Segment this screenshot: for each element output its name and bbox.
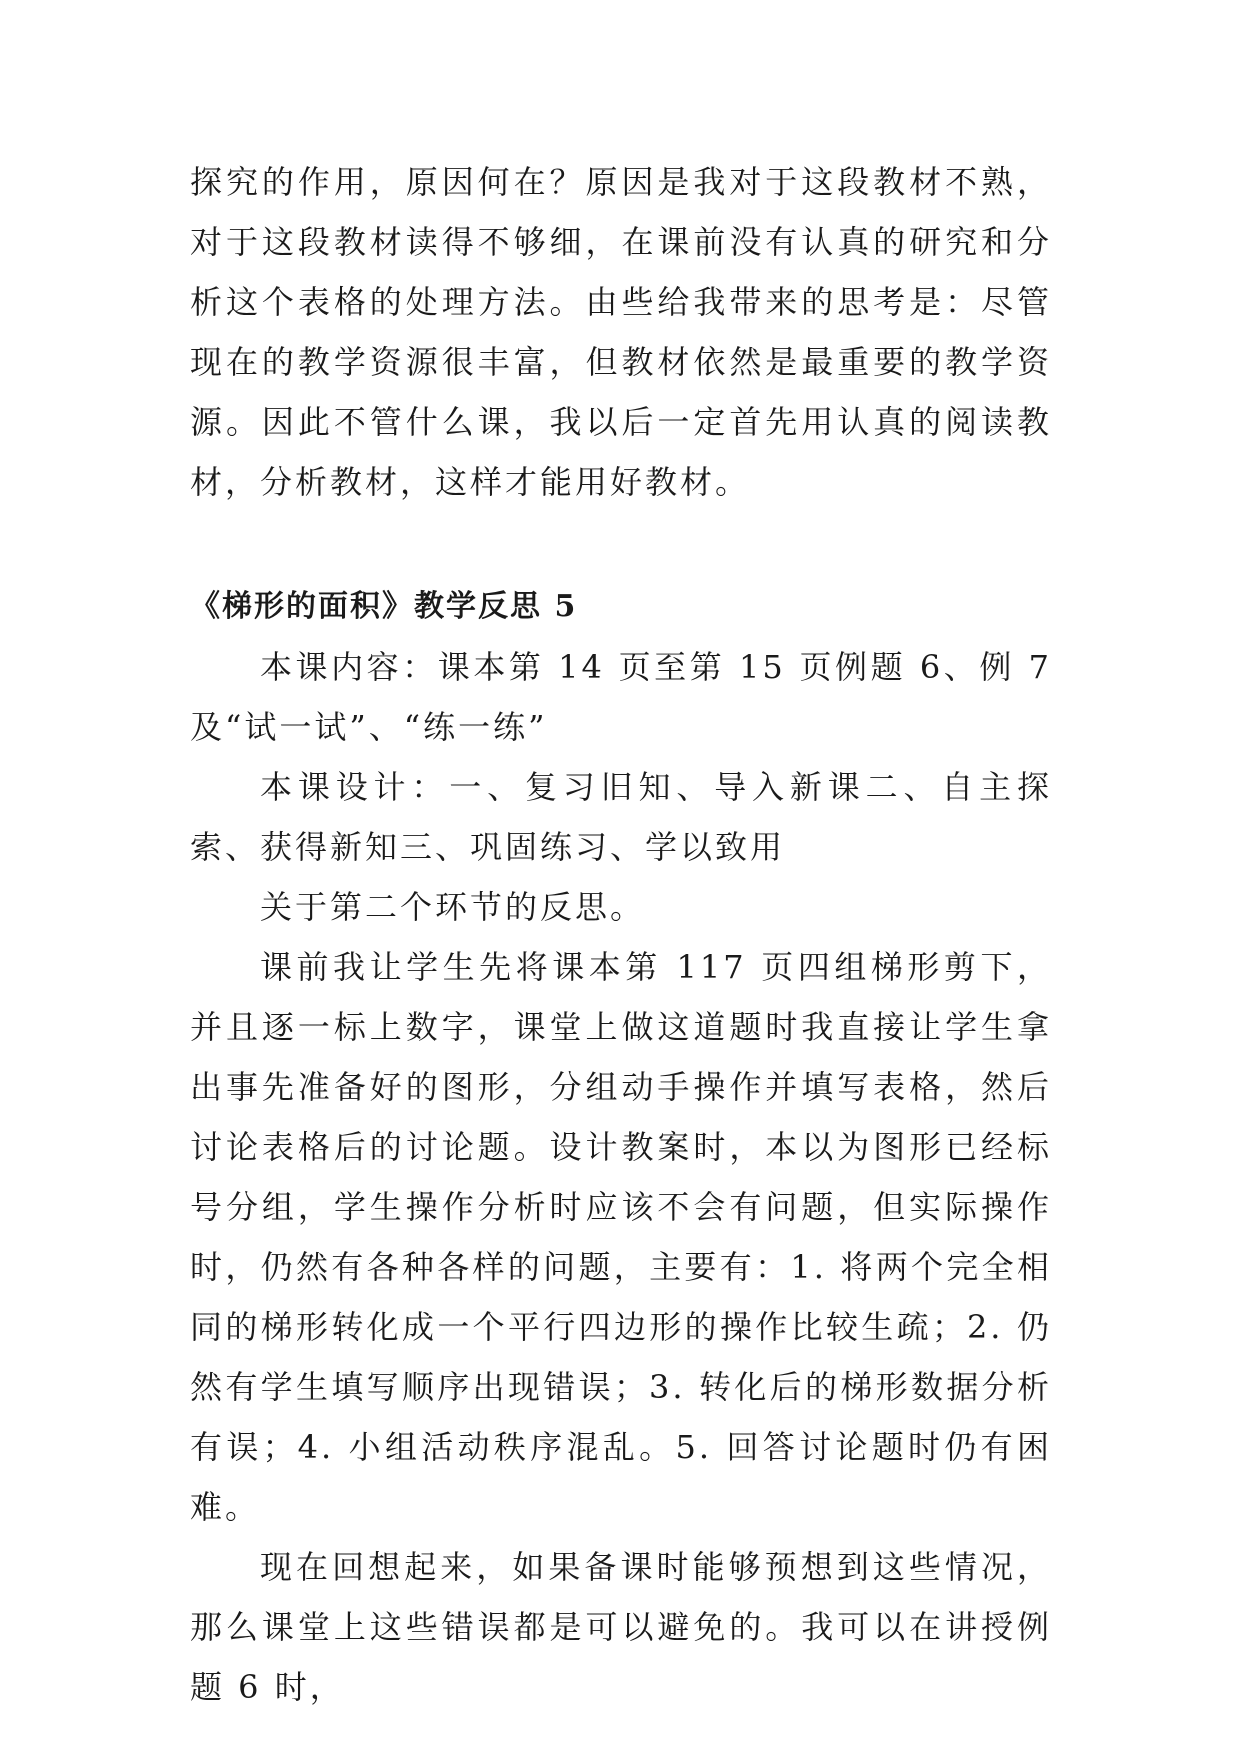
paragraph-classroom-problems: 课前我让学生先将课本第 117 页四组梯形剪下，并且逐一标上数字，课堂上做这道题时我直接让学生拿出事先准备好的图形，分组动手操作并填写表格，然后讨论表格后的讨论题。设计教案时，本以为图形已经标号分组，学生操作分析时应该不会有问题，但实际操作时，仍然有各种各样的问题，主要有：1. 将两个完全相同的梯形转化成一个平行四边形的操作比较生疏；2. 仍然有学生填写顺序出现错误；3. 转化后的梯形数据分析有误；4. 小组活动秩序混乱。5. 回答讨论题时仍有困难。 — [190, 948, 1052, 1526]
section-title: 《梯形的面积》教学反思 5 — [190, 589, 578, 624]
opening-paragraph: 探究的作用，原因何在？原因是我对于这段教材不熟，对于这段教材读得不够细，在课前没有认真的研究和分析这个表格的处理方法。由些给我带来的思考是：尽管现在的教学资源很丰富，但教材依然是最重要的教学资源。因此不管什么课，我以后一定首先用认真的阅读教材，分析教材，这样才能用好教材。 — [190, 163, 1052, 501]
paragraph-lesson-design: 本课设计：一、复习旧知、导入新课二、自主探索、获得新知三、巩固练习、学以致用 — [190, 768, 1052, 866]
section-spacer — [190, 512, 1052, 577]
paragraph-hindsight: 现在回想起来，如果备课时能够预想到这些情况，那么课堂上这些错误都是可以避免的。我可以在讲授例题 6 时， — [190, 1548, 1052, 1706]
document-body — [190, 152, 1052, 1717]
paragraph-reflection-heading: 关于第二个环节的反思。 — [260, 888, 646, 926]
paragraph-lesson-content: 本课内容：课本第 14 页至第 15 页例题 6、例 7 及“试一试”、“练一练” — [190, 648, 1052, 746]
